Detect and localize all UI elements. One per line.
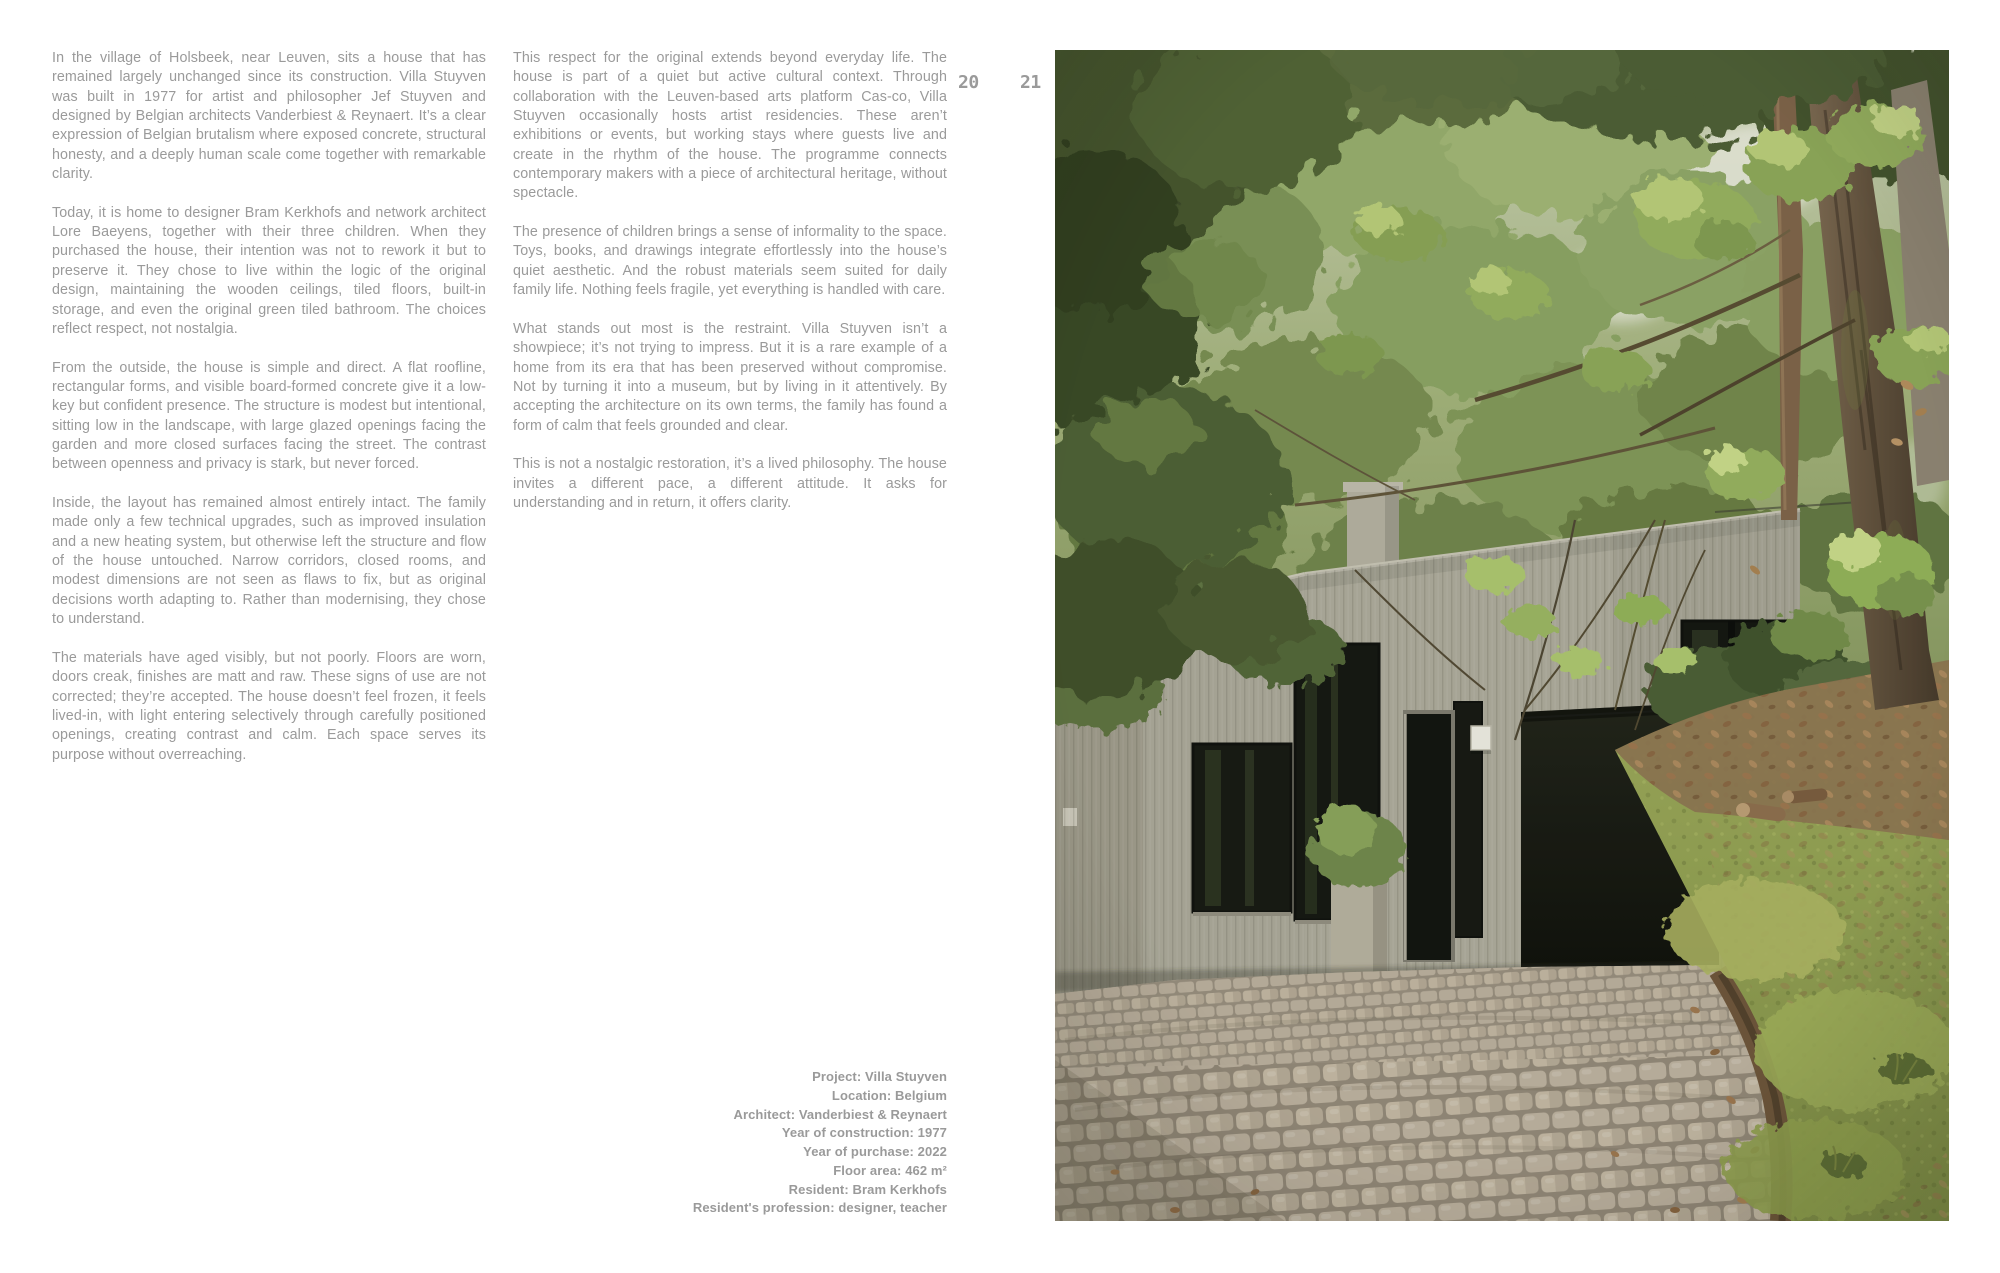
page-number-left: 20 [958,72,979,93]
detail-line-year-purchase: Year of purchase: 2022 [803,1144,947,1160]
detail-line-architect: Architect: Vanderbiest & Reynaert [733,1106,947,1122]
article-column-middle [513,49,947,533]
article-column-left [52,49,486,784]
house-photo-illustration [1055,50,1949,1221]
page-number-right: 21 [1020,72,1041,93]
house-photo [1055,50,1949,1221]
vignette [1055,50,1949,1221]
paragraph: The presence of children brings a sense of informality to the space. Toys, books, and drawings integrate effortlessly into the house’s quiet aesthetic. And the robust materials seem suited for daily family life. Nothing feels fragile, yet everything is handled with care. [513,224,947,299]
detail-line-profession: Resident's profession: designer, teacher [692,1200,947,1216]
detail-line-project: Project: Villa Stuyven [812,1069,947,1085]
paragraph: In the village of Holsbeek, near Leuven, sits a house that has remained largely unchanged since its construction. Villa Stuyven was built in 1977 for artist and philosopher Jef Stuyven and designed by Belgian architects Vanderbiest & Reynaert. It’s a clear expression of Belgian brutalism where exposed concrete, structural honesty, and a deeply human scale come together with remarkable clarity. [52,50,486,183]
detail-line-resident: Resident: Bram Kerkhofs [788,1181,947,1197]
paragraph: This respect for the original extends beyond everyday life. The house is part of a quiet but active cultural context. Through collaboration with the Leuven-based arts platform Cas-co, Villa Stuyven occasionally hosts artist residencies. These aren’t exhibitions or events, but working stays where guests live and create in the rhythm of the house. The programme connects contemporary makers with a piece of architectural heritage, without spectacle. [513,50,947,202]
paragraph: Inside, the layout has remained almost entirely intact. The family made only a few technical upgrades, such as improved insulation and a new heating system, but otherwise left the structure and flow of the house untouched. Narrow corridors, closed rooms, and modest dimensions are not seen as flaws to fix, but as original decisions worth adapting to. Rather than modernising, they chose to understand. [52,495,486,628]
paragraph: From the outside, the house is simple and direct. A flat roofline, rectangular forms, and visible board-formed concrete give it a low-key but confident presence. The structure is modest but intentional, sitting low in the landscape, with large glazed openings facing the garden and more closed surfaces facing the street. The contrast between openness and privacy is stark, but never forced. [52,359,486,473]
detail-line-floor-area: Floor area: 462 m² [833,1162,947,1178]
detail-line-year-built: Year of construction: 1977 [781,1125,947,1141]
project-details [527,1068,947,1218]
paragraph: This is not a nostalgic restoration, it’s a lived philosophy. The house invites a different pace, a different attitude. It asks for understanding and in return, it offers clarity. [513,456,947,512]
paragraph: The materials have aged visibly, but not poorly. Floors are worn, doors creak, finishes are matt and raw. These signs of use are not corrected; they’re accepted. The house doesn’t feel frozen, it feels lived-in, with light entering selectively through carefully positioned openings, creating contrast and calm. Each space serves its purpose without overreaching. [52,649,486,763]
paragraph: Today, it is home to designer Bram Kerkhofs and network architect Lore Baeyens, together with their three children. When they purchased the house, their intention was not to rework it but to preserve it. They chose to live within the logic of the original design, maintaining the wooden ceilings, tiled floors, built-in storage, and even the original green tiled bathroom. The choices reflect respect, not nostalgia. [52,204,486,337]
detail-line-location: Location: Belgium [831,1088,947,1104]
paragraph: What stands out most is the restraint. Villa Stuyven isn’t a showpiece; it’s not trying to impress. But it is a rare example of a home from its era that has been preserved without compromise. Not by turning it into a museum, but by living in it attentively. By accepting the architecture on its own terms, the family has found a form of calm that feels grounded and clear. [513,320,947,434]
